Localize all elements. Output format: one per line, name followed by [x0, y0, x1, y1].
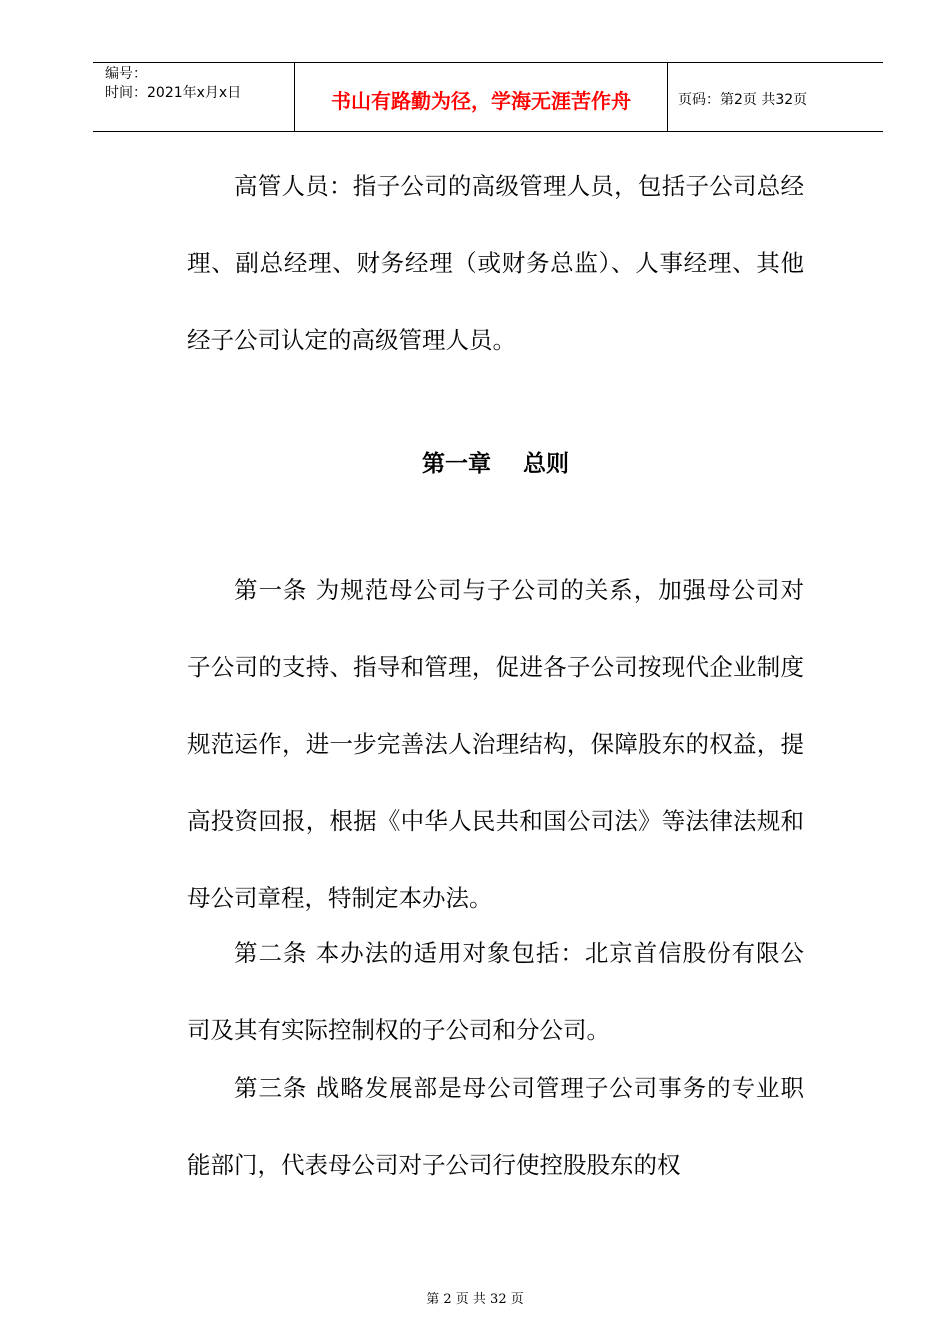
header-page-cell [668, 63, 883, 131]
header-motto-cell [295, 63, 668, 131]
paragraph-article-3: 第三条 战略发展部是母公司管理子公司事务的专业职能部门，代表母公司对子公司行使控股股东的权 [187, 1074, 804, 1179]
header-motto: 书山有路勤为径，学海无涯苦作舟 [331, 89, 631, 113]
document-number-label: 编号： [105, 66, 147, 82]
header-page-code: 页码：第2页 共32页 [678, 92, 808, 108]
document-header [93, 62, 883, 132]
document-time-label: 时间：2021年x月x日 [105, 85, 242, 101]
paragraph-article-2: 第二条 本办法的适用对象包括：北京首信股份有限公司及其有实际控制权的子公司和分公司。 [187, 939, 804, 1044]
page-footer: 第 2 页 共 32 页 [426, 1292, 524, 1307]
paragraph-article-1: 第一条 为规范母公司与子公司的关系，加强母公司对子公司的支持、指导和管理，促进各子公司按现代企业制度规范运作，进一步完善法人治理结构，保障股东的权益，提高投资回报，根据《中华人民共和国公司法》等法律法规和母公司章程，特制定本办法。 [187, 576, 804, 912]
chapter-title: 第一章 总则 [421, 451, 570, 477]
paragraph-executives-definition: 高管人员：指子公司的高级管理人员，包括子公司总经理、副总经理、财务经理（或财务总监）、人事经理、其他经子公司认定的高级管理人员。 [187, 172, 804, 354]
header-meta-cell [93, 63, 295, 131]
